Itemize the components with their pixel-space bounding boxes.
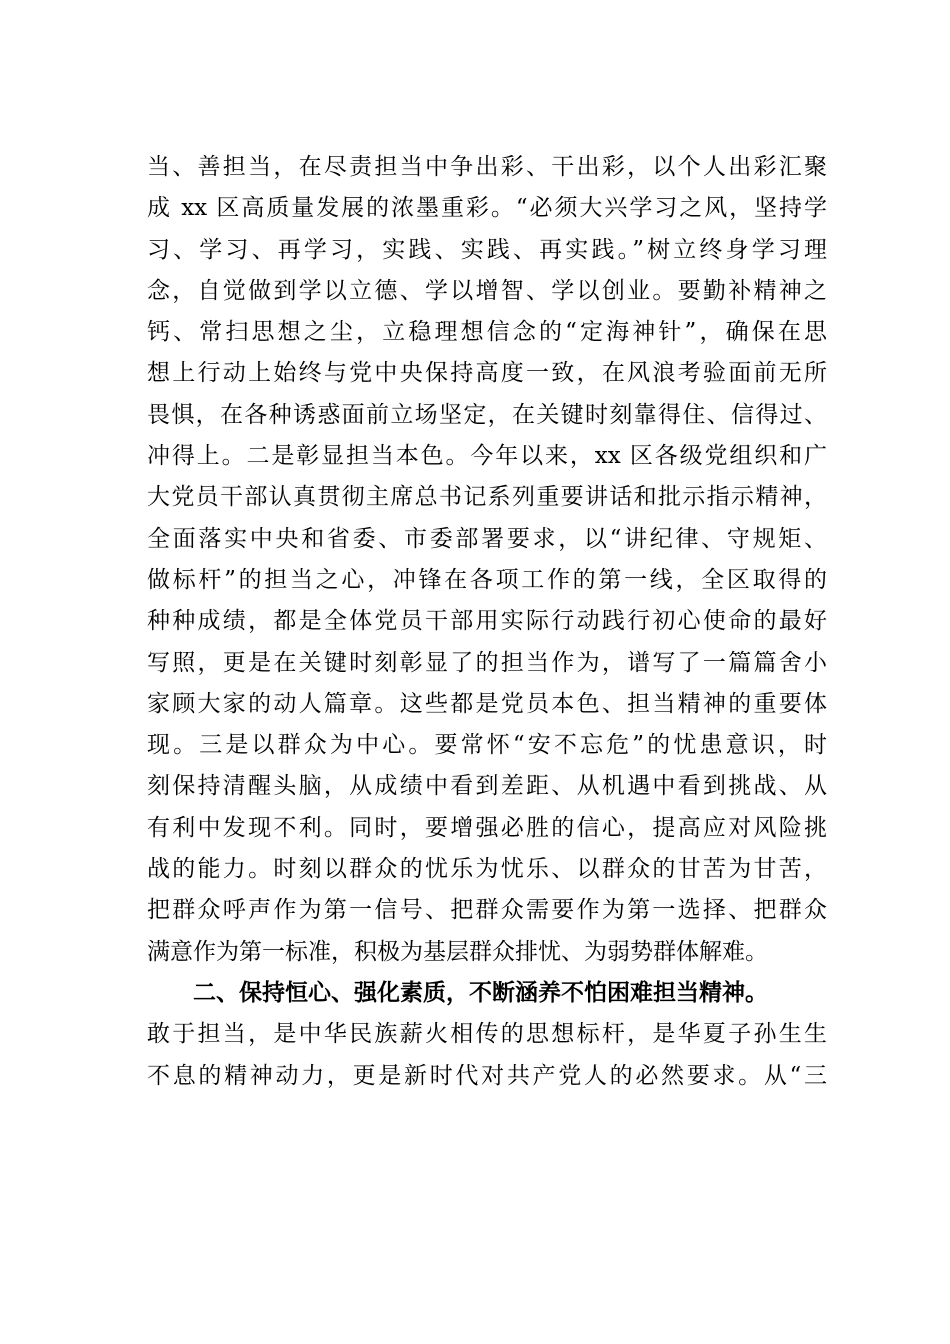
- text-line: 满意作为第一标准，积极为基层群众排忧、为弱势群体解难。: [147, 938, 768, 965]
- text-line: 当、善担当，在尽责担当中争出彩、干出彩，以个人出彩汇聚: [147, 154, 827, 180]
- text-line: 刻保持清醒头脑，从成绩中看到差距、从机遇中看到挑战、从: [147, 773, 827, 800]
- text-line: 把群众呼声作为第一信号、把群众需要作为第一选择、把群众: [147, 897, 827, 924]
- body-text: [147, 147, 827, 1097]
- text-line: 想上行动上始终与党中央保持高度一致，在风浪考验面前无所: [147, 360, 827, 387]
- text-line: 战的能力。时刻以群众的忧乐为忧乐、以群众的甘苦为甘苦，: [147, 856, 827, 883]
- text-line: 冲得上。二是彰显担当本色。今年以来，xx 区各级党组织和广: [147, 443, 827, 470]
- text-line: 全面落实中央和省委、市委部署要求，以“讲纪律、守规矩、: [147, 525, 827, 552]
- section-heading: 二、保持恒心、强化素质，不断涵养不怕困难担当精神。: [193, 979, 768, 1006]
- text-line: 种种成绩，都是全体党员干部用实际行动践行初心使命的最好: [147, 608, 827, 635]
- text-line: 成 xx 区高质量发展的浓墨重彩。“必须大兴学习之风，坚持学: [147, 195, 827, 222]
- text-line: 大党员干部认真贯彻主席总书记系列重要讲话和批示指示精神，: [147, 484, 827, 511]
- text-line: 钙、常扫思想之尘，立稳理想信念的“定海神针”，确保在思: [147, 319, 827, 346]
- text-line: 现。三是以群众为中心。要常怀“安不忘危”的忧患意识，时: [147, 732, 827, 759]
- text-line: 不息的精神动力，更是新时代对共产党人的必然要求。从“三: [147, 1062, 827, 1089]
- text-line: 有利中发现不利。同时，要增强必胜的信心，提高应对风险挑: [147, 814, 827, 841]
- text-line: 做标杆”的担当之心，冲锋在各项工作的第一线，全区取得的: [147, 566, 827, 593]
- text-line: 敢于担当，是中华民族薪火相传的思想标杆，是华夏子孙生生: [147, 1021, 827, 1048]
- text-line: 习、学习、再学习，实践、实践、再实践。”树立终身学习理: [147, 236, 827, 263]
- text-line: 家顾大家的动人篇章。这些都是党员本色、担当精神的重要体: [147, 690, 827, 717]
- text-line: 写照，更是在关键时刻彰显了的担当作为，谱写了一篇篇舍小: [147, 649, 827, 676]
- text-line: 念，自觉做到学以立德、学以增智、学以创业。要勤补精神之: [147, 277, 827, 304]
- text-line: 畏惧，在各种诱惑面前立场坚定，在关键时刻靠得住、信得过、: [147, 401, 827, 428]
